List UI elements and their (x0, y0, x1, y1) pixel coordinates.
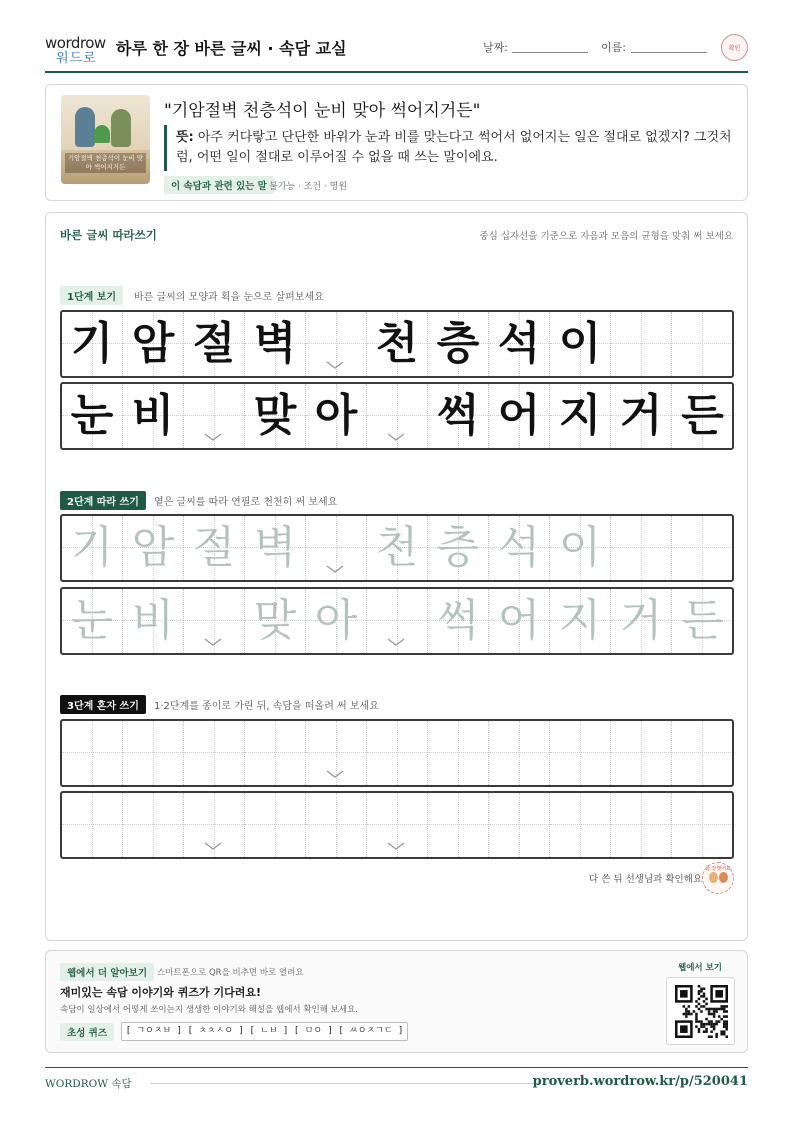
illustration-plant (94, 125, 110, 143)
footer-divider (45, 1067, 748, 1068)
footer-rule (150, 1083, 540, 1084)
guide-line-vertical (580, 793, 581, 857)
writing-cell[interactable] (611, 721, 672, 785)
model-character: 천 (375, 318, 419, 369)
good-job-stamp-label: 참 잘했어요 (705, 866, 731, 872)
related-words-tags: 불가능 · 조건 · 영원 (269, 182, 348, 192)
guide-line-vertical (92, 721, 93, 785)
step2-desc: 옅은 글씨를 따라 연필로 천천히 써 보세요 (154, 497, 338, 508)
writing-cell[interactable] (306, 793, 367, 857)
qr-module (710, 1008, 713, 1011)
writing-cell (489, 312, 550, 376)
qr-module (723, 1025, 726, 1028)
qr-module (698, 993, 701, 996)
space-mark-icon (387, 841, 405, 851)
space-mark-icon (387, 637, 405, 647)
guide-line-vertical (153, 793, 154, 857)
model-character: 맞 (253, 390, 297, 441)
writing-cell[interactable] (672, 589, 733, 653)
writing-cell[interactable] (489, 793, 550, 857)
guide-line-vertical (458, 793, 459, 857)
step3-line2-row[interactable] (60, 791, 734, 859)
qr-module (725, 1010, 728, 1013)
guide-line-vertical (92, 793, 93, 857)
guide-line-vertical (336, 793, 337, 857)
writing-cell[interactable] (184, 721, 245, 785)
qr-module (708, 1035, 711, 1038)
writing-cell[interactable] (306, 589, 367, 653)
writing-cell (611, 312, 672, 376)
qr-module (695, 1005, 698, 1008)
qr-frame[interactable] (666, 977, 735, 1045)
name-label: 이름: (601, 41, 626, 54)
writing-cell (123, 312, 184, 376)
qr-module (720, 1008, 723, 1011)
writing-cell[interactable] (611, 589, 672, 653)
web-headline: 재미있는 속담 이야기와 퀴즈가 기다려요! (60, 986, 261, 999)
qr-module (703, 1000, 706, 1003)
writing-cell (550, 384, 611, 448)
qr-module (698, 1028, 701, 1031)
proverb-illustration (61, 95, 150, 184)
writing-cell[interactable] (550, 516, 611, 580)
qr-module (723, 1030, 726, 1033)
qr-module (710, 1025, 713, 1028)
writing-cell[interactable] (611, 516, 672, 580)
qr-module (683, 1005, 686, 1008)
qr-module (720, 1005, 723, 1008)
trace-character: 석 (497, 522, 541, 573)
qr-module (710, 1013, 713, 1016)
qr-module (703, 995, 706, 998)
writing-cell[interactable] (672, 721, 733, 785)
writing-cell[interactable] (428, 721, 489, 785)
qr-module (698, 1030, 701, 1033)
qr-module (723, 1023, 726, 1026)
qr-module (708, 1020, 711, 1023)
qr-module (695, 1018, 698, 1021)
footer-url[interactable]: proverb.wordrow.kr/p/520041 (532, 1074, 748, 1089)
stamp-face-left (709, 872, 718, 883)
step3-badge: 3단계 혼자 쓰기 (60, 695, 146, 714)
footer-brand: WORDROW 속담 (45, 1078, 132, 1090)
trace-character: 기 (70, 522, 114, 573)
illustration-figure-left (75, 107, 95, 147)
writing-cell[interactable] (428, 589, 489, 653)
meaning-accent-bar (164, 125, 167, 171)
model-character: 벽 (253, 318, 297, 369)
qr-module (698, 1003, 701, 1006)
logo-hangul: 워드로 (56, 51, 97, 66)
qr-module (725, 1015, 728, 1018)
date-label: 날짜: (483, 41, 508, 54)
qr-module (700, 1005, 703, 1008)
qr-module (705, 1003, 708, 1006)
stamp-label: 확인 (728, 45, 741, 52)
qr-module (723, 1005, 726, 1008)
trace-character: 눈 (70, 595, 114, 646)
qr-module (720, 1030, 723, 1033)
name-field[interactable] (631, 52, 707, 53)
good-job-stamp-icon (702, 862, 734, 894)
guide-line-vertical (641, 516, 642, 580)
model-character: 암 (131, 318, 175, 369)
qr-module (680, 990, 688, 998)
qr-module (715, 990, 723, 998)
guide-line-vertical (397, 721, 398, 785)
initial-quiz-chip: 초성 퀴즈 (60, 1023, 114, 1041)
trace-character: 지 (558, 595, 602, 646)
space-mark-icon (204, 637, 222, 647)
step2-line1-row[interactable] (60, 514, 734, 582)
writing-cell[interactable] (611, 793, 672, 857)
qr-module (705, 1008, 708, 1011)
qr-module (700, 1020, 703, 1023)
model-character: 기 (70, 318, 114, 369)
qr-label: 웹에서 보기 (678, 963, 723, 973)
step1-line1-row (60, 310, 734, 378)
writing-cell (550, 312, 611, 376)
writing-cell[interactable] (123, 516, 184, 580)
web-more-chip: 웹에서 더 알아보기 (60, 963, 154, 981)
step2-line2-row[interactable] (60, 587, 734, 655)
writing-cell (245, 312, 306, 376)
qr-module (685, 1013, 688, 1016)
practice-hint: 중심 십자선을 기준으로 자음과 모음의 균형을 맞춰 써 보세요 (479, 231, 733, 242)
writing-cell[interactable] (306, 721, 367, 785)
practice-title: 바른 글씨 따라쓰기 (60, 228, 157, 242)
trace-character: 벽 (253, 522, 297, 573)
qr-module (703, 988, 706, 991)
space-mark-icon (326, 360, 344, 370)
qr-module (700, 990, 703, 993)
writing-cell (611, 384, 672, 448)
writing-cell[interactable] (672, 793, 733, 857)
web-promo-box (45, 950, 748, 1053)
guide-line-vertical (641, 793, 642, 857)
qr-module (720, 1033, 723, 1036)
guide-line-vertical (275, 721, 276, 785)
writing-cell (489, 384, 550, 448)
qr-module (718, 1008, 721, 1011)
writing-cell[interactable] (550, 589, 611, 653)
guide-line-vertical (519, 793, 520, 857)
model-character: 지 (558, 390, 602, 441)
qr-module (705, 1023, 708, 1026)
qr-module (718, 1020, 721, 1023)
writing-cell (367, 312, 428, 376)
writing-cell[interactable] (428, 793, 489, 857)
trace-character: 암 (131, 522, 175, 573)
writing-cell[interactable] (184, 516, 245, 580)
model-character: 썩 (436, 390, 480, 441)
guide-line-vertical (702, 793, 703, 857)
qr-module (715, 1033, 718, 1036)
writing-cell (62, 384, 123, 448)
page-title: 하루 한 장 바른 글씨 · 속담 교실 (116, 39, 347, 58)
qr-module (705, 998, 708, 1001)
model-character: 눈 (70, 390, 114, 441)
writing-cell[interactable] (62, 721, 123, 785)
writing-cell[interactable] (306, 516, 367, 580)
qr-module (725, 1028, 728, 1031)
qr-module (713, 1025, 716, 1028)
trace-character: 이 (558, 522, 602, 573)
step1-badge: 1단계 보기 (60, 286, 123, 305)
space-mark-icon (387, 432, 405, 442)
writing-cell (367, 384, 428, 448)
writing-cell (306, 312, 367, 376)
guide-line-vertical (641, 312, 642, 376)
writing-cell[interactable] (184, 589, 245, 653)
writing-cell[interactable] (367, 589, 428, 653)
writing-cell[interactable] (123, 589, 184, 653)
qr-module (713, 1028, 716, 1031)
qr-module (685, 1008, 688, 1011)
qr-module (725, 1025, 728, 1028)
writing-cell[interactable] (367, 721, 428, 785)
guide-line-vertical (153, 721, 154, 785)
qr-module (708, 1013, 711, 1016)
wordrow-logo[interactable] (45, 34, 109, 64)
qr-module (710, 1020, 713, 1023)
qr-module (703, 1025, 706, 1028)
writing-cell[interactable] (62, 589, 123, 653)
writing-cell[interactable] (184, 793, 245, 857)
proverb-card (45, 84, 748, 201)
writing-cell[interactable] (245, 589, 306, 653)
qr-module (695, 1025, 698, 1028)
qr-module (723, 1020, 726, 1023)
qr-module (725, 1020, 728, 1023)
qr-module (685, 1010, 688, 1013)
space-mark-icon (326, 769, 344, 779)
guide-line-vertical (275, 793, 276, 857)
model-character: 거 (619, 390, 663, 441)
trace-character: 천 (375, 522, 419, 573)
qr-module (715, 1010, 718, 1013)
qr-module (698, 998, 701, 1001)
qr-module (708, 1008, 711, 1011)
qr-module (703, 1023, 706, 1026)
qr-module (713, 1023, 716, 1026)
illustration-figure-right (111, 109, 131, 147)
writing-cell (428, 312, 489, 376)
qr-module (713, 1008, 716, 1011)
writing-cell[interactable] (489, 589, 550, 653)
writing-cell[interactable] (245, 721, 306, 785)
qr-module (700, 995, 703, 998)
initial-quiz-box: [ ㄱㅇㅈㅂ ] [ ㅊㅊㅅㅇ ] [ ㄴㅂ ] [ ㅁㅇ ] [ ㅆㅇㅈㄱㄷ ] (121, 1022, 408, 1041)
qr-module (700, 988, 703, 991)
logo-wordmark: wordrow (45, 34, 106, 52)
guide-line-vertical (458, 721, 459, 785)
qr-module (705, 1018, 708, 1021)
space-mark-icon (204, 432, 222, 442)
qr-module (718, 1015, 721, 1018)
qr-module (708, 1010, 711, 1013)
qr-module (723, 1008, 726, 1011)
guide-line-vertical (702, 721, 703, 785)
qr-module (713, 1010, 716, 1013)
trace-character: 절 (192, 522, 236, 573)
qr-module (683, 1013, 686, 1016)
trace-character: 층 (436, 522, 480, 573)
qr-module (698, 985, 701, 988)
date-field[interactable] (512, 52, 588, 53)
qr-module (703, 1005, 706, 1008)
qr-module (715, 1020, 718, 1023)
model-character: 아 (314, 390, 358, 441)
step3-desc: 1·2단계를 종이로 가린 뒤, 속담을 떠올려 써 보세요 (154, 701, 379, 712)
qr-module (695, 1000, 698, 1003)
qr-module (710, 1023, 713, 1026)
qr-module (708, 1023, 711, 1026)
qr-module (695, 1015, 698, 1018)
qr-module (723, 1015, 726, 1018)
qr-module (680, 1025, 688, 1033)
qr-module (710, 1035, 713, 1038)
qr-code-icon[interactable] (675, 985, 728, 1038)
guide-line-vertical (702, 516, 703, 580)
step1-line2-row (60, 382, 734, 450)
writing-cell[interactable] (550, 793, 611, 857)
model-character: 든 (681, 390, 724, 441)
guide-line-vertical (214, 721, 215, 785)
web-more-desc: 스마트폰으로 QR을 비추면 바로 열려요 (157, 968, 304, 978)
teacher-check-text: 다 쓴 뒤 선생님과 확인해요 (589, 874, 703, 885)
page-header (45, 30, 748, 73)
meaning-label: 뜻: (176, 130, 194, 145)
step1-desc: 바른 글씨의 모양과 획을 눈으로 살펴보세요 (134, 292, 324, 303)
model-character: 비 (131, 390, 175, 441)
proverb-meaning (176, 128, 736, 168)
proverb-title: "기암절벽 천층석이 눈비 맞아 썩어지거든" (164, 101, 481, 121)
guide-line-vertical (519, 721, 520, 785)
writing-cell[interactable] (245, 793, 306, 857)
qr-module (698, 1008, 701, 1011)
trace-character: 썩 (436, 595, 480, 646)
qr-module (705, 1028, 708, 1031)
qr-module (698, 1020, 701, 1023)
qr-module (703, 993, 706, 996)
writing-cell[interactable] (367, 516, 428, 580)
qr-module (700, 1023, 703, 1026)
writing-cell[interactable] (489, 516, 550, 580)
model-character: 석 (497, 318, 541, 369)
writing-cell (123, 384, 184, 448)
qr-module (698, 990, 701, 993)
qr-module (703, 1030, 706, 1033)
qr-module (705, 1030, 708, 1033)
writing-cell (672, 384, 733, 448)
writing-cell[interactable] (489, 721, 550, 785)
meaning-text: 아주 커다랗고 단단한 바위가 눈과 비를 맞는다고 썩어서 없어지는 일은 절대로 없겠지? 그것처럼, 어떤 일이 절대로 이루어질 수 없을 때 쓰는 말이에요. (176, 130, 732, 165)
qr-module (695, 1013, 698, 1016)
space-mark-icon (204, 841, 222, 851)
model-character: 이 (558, 318, 602, 369)
guide-line-vertical (702, 312, 703, 376)
writing-cell (184, 312, 245, 376)
step3-line1-row[interactable] (60, 719, 734, 787)
writing-cell (428, 384, 489, 448)
related-words-chip: 이 속담과 관련 있는 말 (164, 176, 274, 194)
guide-line-vertical (641, 721, 642, 785)
trace-character: 비 (131, 595, 175, 646)
writing-cell[interactable] (550, 721, 611, 785)
qr-module (720, 1018, 723, 1021)
writing-cell (62, 312, 123, 376)
qr-module (700, 1025, 703, 1028)
qr-module (715, 1035, 718, 1038)
qr-module (690, 1013, 693, 1016)
qr-module (688, 1010, 691, 1013)
qr-module (685, 1015, 688, 1018)
qr-module (715, 1008, 718, 1011)
qr-module (713, 1013, 716, 1016)
qr-module (695, 1020, 698, 1023)
guide-line-vertical (580, 721, 581, 785)
qr-module (688, 1013, 691, 1016)
qr-module (700, 1010, 703, 1013)
writing-cell (306, 384, 367, 448)
writing-cell[interactable] (245, 516, 306, 580)
writing-cell[interactable] (62, 516, 123, 580)
qr-module (688, 1005, 691, 1008)
trace-character: 아 (314, 595, 358, 646)
qr-module (725, 1005, 728, 1008)
writing-cell (245, 384, 306, 448)
writing-cell[interactable] (428, 516, 489, 580)
writing-cell[interactable] (62, 793, 123, 857)
writing-cell[interactable] (672, 516, 733, 580)
qr-module (725, 1023, 728, 1026)
trace-character: 든 (681, 595, 724, 646)
writing-cell (672, 312, 733, 376)
web-subtext: 속담이 일상에서 어떻게 쓰이는지 생생한 이야기와 해설을 웹에서 확인해 보세요. (60, 1005, 358, 1015)
qr-module (723, 1010, 726, 1013)
writing-cell[interactable] (123, 721, 184, 785)
qr-module (715, 1023, 718, 1026)
trace-character: 맞 (253, 595, 297, 646)
step2-badge: 2단계 따라 쓰기 (60, 491, 146, 510)
space-mark-icon (326, 564, 344, 574)
qr-module (725, 1035, 728, 1038)
trace-character: 어 (497, 595, 541, 646)
stamp-face-right (719, 872, 728, 883)
model-character: 절 (192, 318, 236, 369)
writing-cell (184, 384, 245, 448)
qr-module (713, 1015, 716, 1018)
trace-character: 거 (619, 595, 663, 646)
qr-module (693, 1010, 696, 1013)
model-character: 층 (436, 318, 480, 369)
qr-module (710, 1030, 713, 1033)
writing-cell[interactable] (123, 793, 184, 857)
illustration-caption: 기암절벽 천층석이 눈비 맞아 썩어지거든 (65, 153, 146, 173)
writing-cell[interactable] (367, 793, 428, 857)
model-character: 어 (497, 390, 541, 441)
qr-module (723, 1033, 726, 1036)
confirm-stamp-icon (721, 34, 748, 61)
